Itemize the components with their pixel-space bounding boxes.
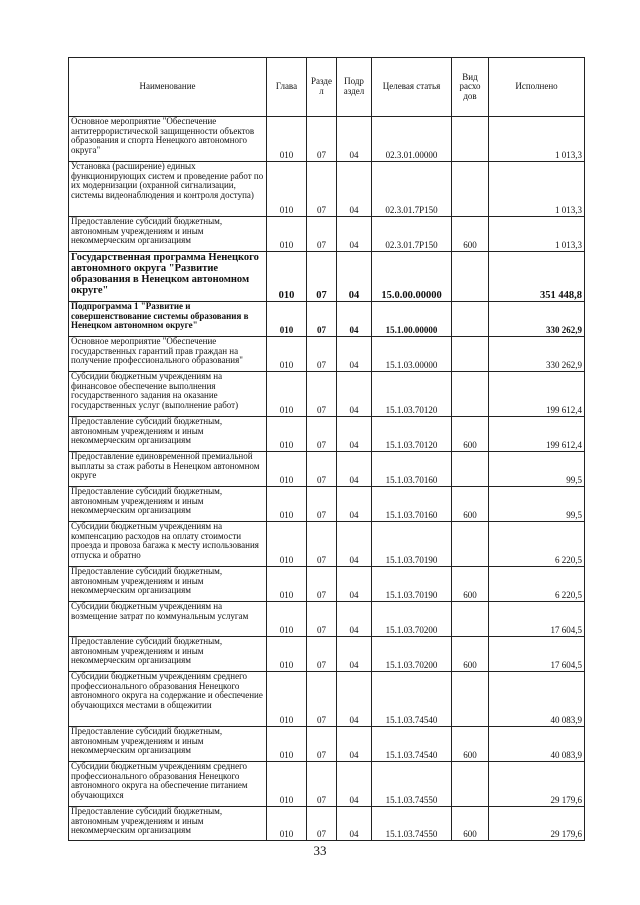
cell-target-article: 15.0.00.00000 xyxy=(372,252,452,302)
cell-executed: 330 262,9 xyxy=(489,337,585,372)
cell-glava: 010 xyxy=(267,567,307,602)
cell-razdel: 07 xyxy=(307,162,337,217)
cell-target-article: 02.3.01.00000 xyxy=(372,117,452,162)
cell-target-article: 15.1.03.74540 xyxy=(372,672,452,727)
cell-razdel: 07 xyxy=(307,417,337,452)
cell-razdel: 07 xyxy=(307,252,337,302)
cell-name: Субсидии бюджетным учреждениям на возмещение затрат по коммунальным услугам xyxy=(69,602,267,637)
cell-glava: 010 xyxy=(267,372,307,417)
cell-glava: 010 xyxy=(267,602,307,637)
cell-podrazdel: 04 xyxy=(337,637,372,672)
cell-podrazdel: 04 xyxy=(337,302,372,337)
cell-target-article: 02.3.01.7Р150 xyxy=(372,217,452,252)
header-podrazdel: Подр аздел xyxy=(337,58,372,117)
cell-podrazdel: 04 xyxy=(337,672,372,727)
cell-target-article: 15.1.00.00000 xyxy=(372,302,452,337)
cell-target-article: 15.1.03.70120 xyxy=(372,417,452,452)
header-glava: Глава xyxy=(267,58,307,117)
cell-expense-type: 600 xyxy=(452,567,489,602)
cell-executed: 6 220,5 xyxy=(489,567,585,602)
cell-podrazdel: 04 xyxy=(337,452,372,487)
cell-target-article: 15.1.03.74550 xyxy=(372,807,452,841)
cell-target-article: 15.1.03.70200 xyxy=(372,602,452,637)
cell-expense-type xyxy=(452,337,489,372)
table-row xyxy=(69,217,585,252)
cell-target-article: 15.1.03.74550 xyxy=(372,762,452,807)
cell-razdel: 07 xyxy=(307,727,337,762)
cell-podrazdel: 04 xyxy=(337,252,372,302)
cell-name: Основное мероприятие "Обеспечение антитеррористической защищенности объектов образования и спорта Ненецкого автономного округа" xyxy=(69,117,267,162)
cell-expense-type xyxy=(452,762,489,807)
cell-glava: 010 xyxy=(267,452,307,487)
cell-razdel: 07 xyxy=(307,807,337,841)
cell-expense-type xyxy=(452,602,489,637)
cell-executed: 29 179,6 xyxy=(489,807,585,841)
cell-razdel: 07 xyxy=(307,567,337,602)
cell-glava: 010 xyxy=(267,117,307,162)
cell-executed: 99,5 xyxy=(489,487,585,522)
cell-target-article: 15.1.03.70190 xyxy=(372,522,452,567)
cell-expense-type xyxy=(452,672,489,727)
cell-name: Субсидии бюджетным учреждениям среднего профессионального образования Ненецкого автономного округа на обеспечение питанием обучающихся xyxy=(69,762,267,807)
cell-glava: 010 xyxy=(267,522,307,567)
table-row xyxy=(69,337,585,372)
table-row xyxy=(69,727,585,762)
cell-name: Государственная программа Ненецкого автономного округа "Развитие образования в Ненецком автономном округе" xyxy=(69,252,267,302)
cell-expense-type: 600 xyxy=(452,417,489,452)
cell-expense-type xyxy=(452,302,489,337)
cell-expense-type xyxy=(452,117,489,162)
table-row xyxy=(69,302,585,337)
cell-executed: 330 262,9 xyxy=(489,302,585,337)
cell-expense-type xyxy=(452,252,489,302)
cell-executed: 40 083,9 xyxy=(489,727,585,762)
table-row xyxy=(69,522,585,567)
cell-glava: 010 xyxy=(267,217,307,252)
cell-razdel: 07 xyxy=(307,302,337,337)
cell-podrazdel: 04 xyxy=(337,567,372,602)
cell-razdel: 07 xyxy=(307,117,337,162)
cell-podrazdel: 04 xyxy=(337,417,372,452)
budget-table xyxy=(68,57,585,841)
cell-name: Предоставление субсидий бюджетным, автономным учреждениям и иным некоммерческим организациям xyxy=(69,567,267,602)
cell-name: Предоставление субсидий бюджетным, автономным учреждениям и иным некоммерческим организациям xyxy=(69,417,267,452)
table-row xyxy=(69,807,585,841)
cell-target-article: 15.1.03.70160 xyxy=(372,452,452,487)
cell-executed: 29 179,6 xyxy=(489,762,585,807)
cell-executed: 1 013,3 xyxy=(489,217,585,252)
table-header-row xyxy=(69,58,585,117)
cell-name: Предоставление субсидий бюджетным, автономным учреждениям и иным некоммерческим организациям xyxy=(69,727,267,762)
cell-podrazdel: 04 xyxy=(337,522,372,567)
cell-name: Субсидии бюджетным учреждениям среднего профессионального образования Ненецкого автономного округа на содержание и обеспечение обучающихся местами в общежитии xyxy=(69,672,267,727)
cell-glava: 010 xyxy=(267,762,307,807)
cell-expense-type: 600 xyxy=(452,217,489,252)
cell-podrazdel: 04 xyxy=(337,372,372,417)
cell-target-article: 15.1.03.70160 xyxy=(372,487,452,522)
table-row xyxy=(69,417,585,452)
cell-target-article: 15.1.03.70120 xyxy=(372,372,452,417)
header-expense-type: Вид расхо дов xyxy=(452,58,489,117)
cell-glava: 010 xyxy=(267,417,307,452)
cell-expense-type: 600 xyxy=(452,487,489,522)
cell-executed: 199 612,4 xyxy=(489,372,585,417)
cell-podrazdel: 04 xyxy=(337,217,372,252)
cell-name: Подпрограмма 1 "Развитие и совершенствование системы образования в Ненецком автономном округе" xyxy=(69,302,267,337)
cell-razdel: 07 xyxy=(307,487,337,522)
cell-razdel: 07 xyxy=(307,637,337,672)
cell-name: Основное мероприятие "Обеспечение государственных гарантий прав граждан на получение профессионального образования" xyxy=(69,337,267,372)
cell-podrazdel: 04 xyxy=(337,117,372,162)
cell-podrazdel: 04 xyxy=(337,727,372,762)
cell-expense-type xyxy=(452,162,489,217)
table-row xyxy=(69,372,585,417)
table-row xyxy=(69,452,585,487)
cell-expense-type: 600 xyxy=(452,727,489,762)
cell-expense-type: 600 xyxy=(452,807,489,841)
cell-glava: 010 xyxy=(267,637,307,672)
cell-executed: 351 448,8 xyxy=(489,252,585,302)
cell-expense-type xyxy=(452,452,489,487)
cell-executed: 17 604,5 xyxy=(489,637,585,672)
cell-glava: 010 xyxy=(267,487,307,522)
cell-razdel: 07 xyxy=(307,217,337,252)
cell-name: Установка (расширение) единых функционирующих систем и проведение работ по их модернизации (охранной сигнализации, системы видеонаблюдения и контроля доступа) xyxy=(69,162,267,217)
cell-glava: 010 xyxy=(267,727,307,762)
cell-name: Субсидии бюджетным учреждениям на компенсацию расходов на оплату стоимости проезда и провоза багажа к месту использования отпуска и обратно xyxy=(69,522,267,567)
header-name: Наименование xyxy=(69,58,267,117)
cell-razdel: 07 xyxy=(307,337,337,372)
cell-podrazdel: 04 xyxy=(337,602,372,637)
cell-razdel: 07 xyxy=(307,522,337,567)
cell-target-article: 15.1.03.70190 xyxy=(372,567,452,602)
table-row xyxy=(69,762,585,807)
table-row xyxy=(69,672,585,727)
table-row xyxy=(69,117,585,162)
cell-name: Предоставление единовременной премиальной выплаты за стаж работы в Ненецком автономном округе xyxy=(69,452,267,487)
cell-podrazdel: 04 xyxy=(337,762,372,807)
cell-name: Предоставление субсидий бюджетным, автономным учреждениям и иным некоммерческим организациям xyxy=(69,487,267,522)
cell-name: Субсидии бюджетным учреждениям на финансовое обеспечение выполнения государственного задания на оказание государственных услуг (выполнение работ) xyxy=(69,372,267,417)
cell-executed: 17 604,5 xyxy=(489,602,585,637)
table-row xyxy=(69,602,585,637)
cell-expense-type: 600 xyxy=(452,637,489,672)
page-number: 33 xyxy=(313,843,327,858)
header-executed: Исполнено xyxy=(489,58,585,117)
cell-glava: 010 xyxy=(267,252,307,302)
header-target-article: Целевая статья xyxy=(372,58,452,117)
cell-expense-type xyxy=(452,372,489,417)
header-razdel: Разде л xyxy=(307,58,337,117)
table-row xyxy=(69,162,585,217)
cell-glava: 010 xyxy=(267,302,307,337)
cell-executed: 6 220,5 xyxy=(489,522,585,567)
cell-name: Предоставление субсидий бюджетным, автономным учреждениям и иным некоммерческим организациям xyxy=(69,217,267,252)
cell-glava: 010 xyxy=(267,162,307,217)
cell-razdel: 07 xyxy=(307,452,337,487)
budget-table-sheet xyxy=(68,57,584,841)
cell-podrazdel: 04 xyxy=(337,337,372,372)
table-body xyxy=(69,117,585,841)
cell-glava: 010 xyxy=(267,807,307,841)
table-row xyxy=(69,567,585,602)
cell-executed: 40 083,9 xyxy=(489,672,585,727)
cell-name: Предоставление субсидий бюджетным, автономным учреждениям и иным некоммерческим организациям xyxy=(69,807,267,841)
cell-target-article: 15.1.03.74540 xyxy=(372,727,452,762)
cell-target-article: 02.3.01.7Р150 xyxy=(372,162,452,217)
cell-target-article: 15.1.03.00000 xyxy=(372,337,452,372)
cell-razdel: 07 xyxy=(307,602,337,637)
cell-glava: 010 xyxy=(267,672,307,727)
cell-razdel: 07 xyxy=(307,762,337,807)
cell-executed: 199 612,4 xyxy=(489,417,585,452)
cell-target-article: 15.1.03.70200 xyxy=(372,637,452,672)
cell-razdel: 07 xyxy=(307,372,337,417)
cell-podrazdel: 04 xyxy=(337,807,372,841)
cell-executed: 1 013,3 xyxy=(489,117,585,162)
table-row xyxy=(69,487,585,522)
table-row xyxy=(69,637,585,672)
cell-podrazdel: 04 xyxy=(337,162,372,217)
cell-name: Предоставление субсидий бюджетным, автономным учреждениям и иным некоммерческим организациям xyxy=(69,637,267,672)
cell-podrazdel: 04 xyxy=(337,487,372,522)
cell-glava: 010 xyxy=(267,337,307,372)
table-row xyxy=(69,252,585,302)
cell-executed: 99,5 xyxy=(489,452,585,487)
cell-executed: 1 013,3 xyxy=(489,162,585,217)
cell-razdel: 07 xyxy=(307,672,337,727)
cell-expense-type xyxy=(452,522,489,567)
